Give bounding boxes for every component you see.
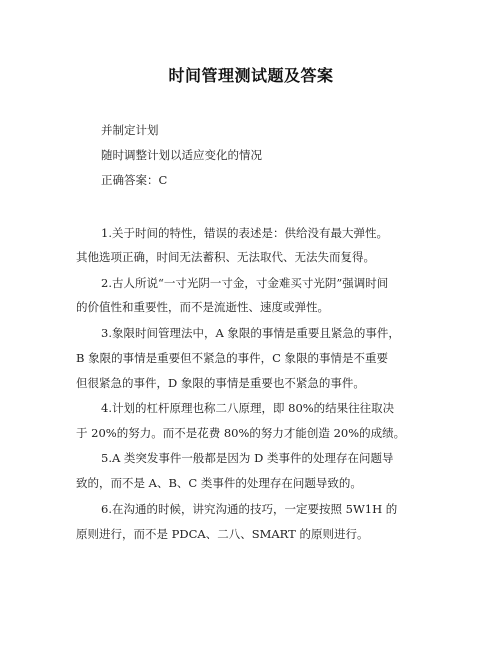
body-line: 3.象限时间管理法中，A 象限的事情是重要且紧急的事件， [101, 326, 400, 340]
body-line: 其他选项正确，时间无法蓄积、无法取代、无法失而复得。 [76, 250, 375, 264]
body-line: 但很紧急的事件，D 象限的事情是重要也不紧急的事件。 [76, 376, 365, 390]
document-title: 时间管理测试题及答案 [168, 66, 334, 85]
body-line: 1.关于时间的特性，错误的表述是：供给没有最大弹性。 [101, 226, 388, 240]
body-line: 4.计划的杠杆原理也称二八原理，即 80%的结果往往取决 [101, 401, 395, 415]
body-line: 5.A 类突发事件一般都是因为 D 类事件的处理存在问题导 [101, 451, 394, 465]
correct-answer: 正确答案：C [101, 173, 168, 187]
body-line: 于 20%的努力。而不是花费 80%的努力才能创造 20%的成绩。 [76, 426, 406, 440]
body-line: B 象限的事情是重要但不紧急的事件，C 象限的事情是不重要 [76, 351, 389, 365]
body-line: 的价值性和重要性，而不是流逝性、速度或弹性。 [76, 300, 329, 314]
body-line: 6.在沟通的时候，讲究沟通的技巧，一定要按照 5W1H 的 [101, 502, 398, 516]
body-line: 2.古人所说“一寸光阴一寸金，寸金难买寸光阴”强调时间 [101, 276, 389, 290]
intro-line-2: 随时调整计划以适应变化的情况 [101, 148, 262, 162]
intro-line-1: 并制定计划 [101, 123, 159, 137]
body-line: 致的，而不是 A、B、C 类事件的处理存在问题导致的。 [76, 476, 362, 490]
body-line: 原则进行，而不是 PDCA、二八、SMART 的原则进行。 [76, 527, 369, 541]
